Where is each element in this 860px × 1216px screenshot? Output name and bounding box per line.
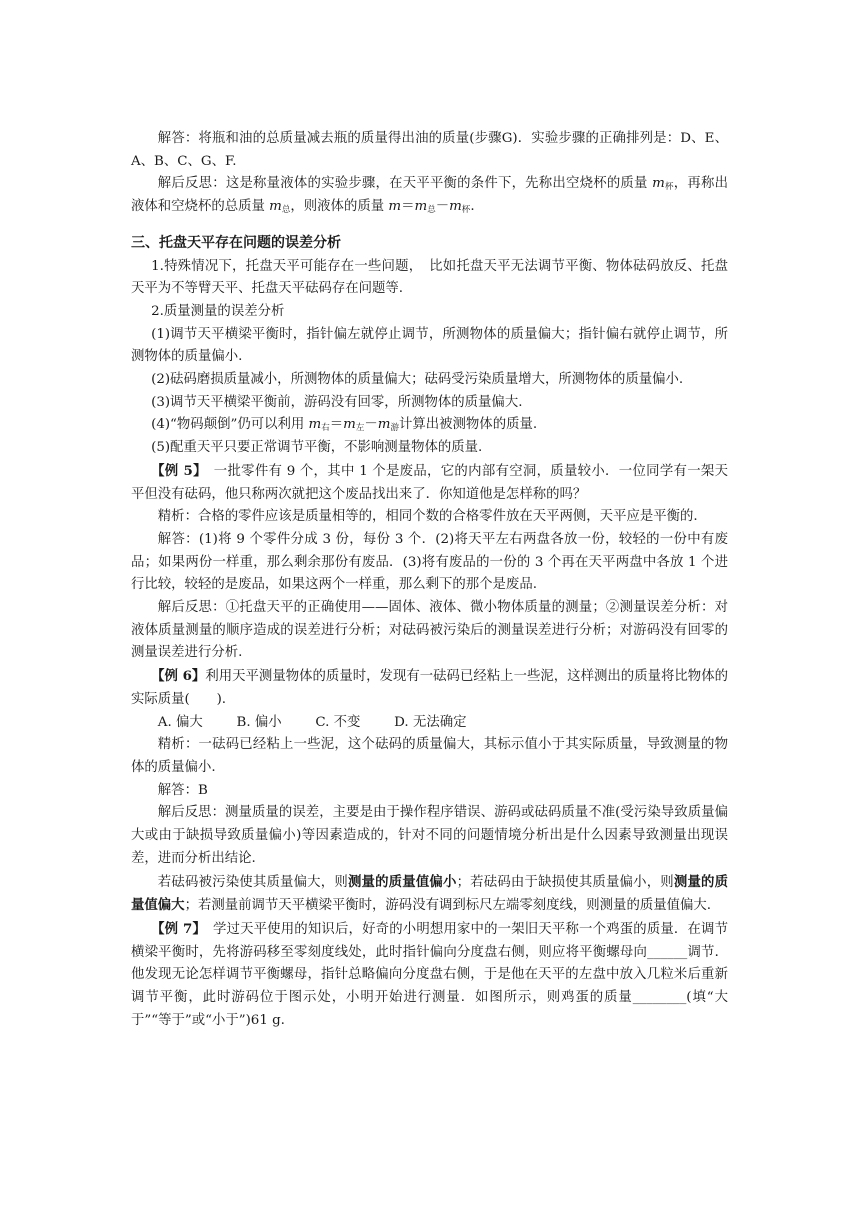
reflection-paragraph: 解后反思：这是称量液体的实验步骤，在天平平衡的条件下，先称出空烧杯的质量 $m_杯$，再称出液体和空烧杯的总质量 $m_总$，则液体的质量 $m=m_总-m_杯$.	[131, 176, 728, 216]
list-item: (4)“物码颠倒”仍可以利用 $m_右=m_左-m_游$计算出被测物体的质量.	[151, 417, 538, 434]
option-b: B. 偏小	[236, 714, 282, 730]
example-5: 【例 5】 一批零件有 9 个，其中 1 个是废品，它的内部有空洞，质量较小．一位同学有一架天平但没有砝码，他只称两次就把这个废品找出来了．你知道他是怎样称的吗？	[131, 462, 729, 502]
section-heading: 三、托盘天平存在问题的误差分析	[131, 234, 341, 251]
document-body	[131, 128, 728, 1032]
option-c: C. 不变	[315, 714, 361, 730]
list-item: 1.特殊情况下，托盘天平可能存在一些问题， 比如托盘天平无法调节平衡、物体砝码放反、托盘天平为不等臂天平、托盘天平砝码存在问题等.	[131, 258, 728, 297]
example-6-options	[131, 712, 728, 735]
example-6-reflection: 解后反思：测量质量的误差，主要是由于操作程序错误、游码或砝码质量不准(受污染导致质量偏大或由于缺损导致质量偏小)等因素造成的，针对不同的问题情境分析出是什么因素导致测量出现误差，进而分析出结论.	[131, 805, 728, 866]
list-item: (5)配重天平只要正常调节平衡，不影响测量物体的质量.	[151, 440, 483, 456]
option-a: A. 偏大	[157, 714, 203, 730]
list-item: (1)调节天平横梁平衡时，指针偏左就停止调节，所测物体的质量偏大；指针偏右就停止调节，所测物体的质量偏小.	[131, 326, 728, 365]
example-label: 【例 5】	[151, 462, 201, 479]
example-label: 【例 7】	[151, 920, 200, 937]
option-d: D. 无法确定	[394, 714, 467, 730]
example-6-note: 若砝码被污染使其质量偏大，则测量的质量值偏小；若砝码由于缺损使其质量偏小，则测量的质量值偏大；若测量前调节天平横梁平衡时，游码没有调到标尺左端零刻度线，则测量的质量值偏大.	[131, 873, 729, 914]
example-5-answer: 解答：(1)将 9 个零件分成 3 份，每份 3 个．(2)将天平左右两盘各放一份，较轻的一份中有废品；如果两份一样重，那么剩余那份有废品．(3)将有废品的一份的 3 个再在天平两盘中各放 1 个进行比较，较轻的是废品，如果这两个一样重，那么剩下的那个是废品.	[131, 531, 728, 593]
example-6: 【例 6】利用天平测量物体的质量时，发现有一砝码已经粘上一些泥，这样测出的质量将比物体的实际质量( ).	[131, 668, 728, 707]
example-5-analysis: 精析：合格的零件应该是质量相等的，相同个数的合格零件放在天平两侧，天平应是平衡的.	[157, 509, 698, 525]
example-6-analysis: 精析：一砝码已经粘上一些泥，这个砝码的质量偏大，其标示值小于其实际质量，导致测量的物体的质量偏小.	[131, 737, 728, 775]
example-6-answer: 解答：B	[157, 782, 208, 798]
list-item: (2)砝码磨损质量减小，所测物体的质量偏大；砝码受污染质量增大，所测物体的质量偏小.	[151, 372, 684, 388]
example-label: 【例 6】	[151, 668, 206, 685]
list-item: (3)调节天平横梁平衡前，游码没有回零，所测物体的质量偏大.	[151, 394, 523, 410]
example-5-reflection: 解后反思：①托盘天平的正确使用——固体、液体、微小物体质量的测量；②测量误差分析：对液体质量测量的顺序造成的误差进行分析；对砝码被污染后的测量误差进行分析；对游码没有回零的测量误差进行分析.	[131, 600, 728, 661]
answer-paragraph: 解答：将瓶和油的总质量减去瓶的质量得出油的质量(步骤G)．实验步骤的正确排列是：D、E、A、B、C、G、F.	[131, 131, 728, 169]
example-7: 【例 7】 学过天平使用的知识后，好奇的小明想用家中的一架旧天平称一个鸡蛋的质量．在调节横梁平衡时，先将游码移至零刻度线处，此时指针偏向分度盘右侧，则应将平衡螺母向______调节．他发现无论怎样调节平衡螺母，指针总略偏向分度盘右侧，于是他在天平的左盘中放入几粒米后重新调节平衡，此时游码位于图示处，小明开始进行测量．如图所示，则鸡蛋的质量________(填“大于”“等于”或“小于”)61 g.	[131, 920, 729, 1028]
list-item: 2.质量测量的误差分析	[151, 303, 285, 319]
